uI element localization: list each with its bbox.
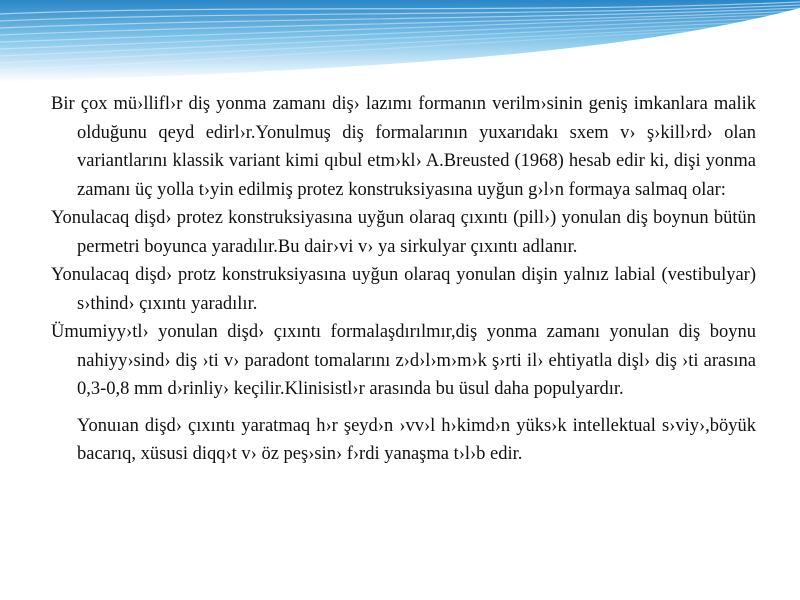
paragraph-conclusion: Yonuıan dişd› çıxıntı yaratmaq h›r şeyd›n ›vv›l h›kimd›n yüks›k intellektual s›viy›,böyük bacarıq, xüsusi diqq›t v› öz peş›sin› f›rdi yanaşma t›l›b edir. — [77, 415, 756, 464]
paragraph-labial-ledge: Yonulacaq dişd› protz konstruksiyasına uyğun olaraq yonulan dişin yalnız labial (vestibulyar) s›thind› çıxıntı yaradılır. — [51, 265, 756, 314]
wave-band-graphic — [0, 0, 800, 95]
slide-body — [51, 90, 756, 469]
paragraph-circular-ledge: Yonulacaq dişd› protez konstruksiyasına uyğun olaraq çıxıntı (pill›) yonulan diş boynun bütün permetri boyunca yaradılır.Bu dair›vi v› ya sirkulyar çıxıntı adlanır. — [51, 208, 756, 257]
paragraph-intro: Bir çox mü›llifl›r diş yonma zamanı diş› lazımı formanın verilm›sinin geniş imkanlara malik olduğunu qeyd edirl›r.Yonulmuş diş formalarının yuxarıdakı sxem v› ş›kill›rd› olan variantlarını klassik variant kimi qıbul etm›kl› A.Breusted (1968) hesab edir ki, dişi yonma zamanı üç yolla t›yin edilmiş protez konstruksiyasına uyğun g›l›n formaya salmaq olar: — [51, 94, 756, 200]
header-decoration — [0, 0, 800, 95]
paragraph-no-ledge: Ümumiyy›tl› yonulan dişd› çıxıntı formalaşdırılmır,diş yonma zamanı yonulan diş boynu nahiyy›sind› diş ›ti v› paradont tomalarını z›d›l›m›m›k ş›rti il› ehtiyatla dişl› diş ›ti arasına 0,3-0,8 mm d›rinliy› keçilir.Klinisistl›r arasında bu üsul daha populyardır. — [51, 322, 756, 399]
